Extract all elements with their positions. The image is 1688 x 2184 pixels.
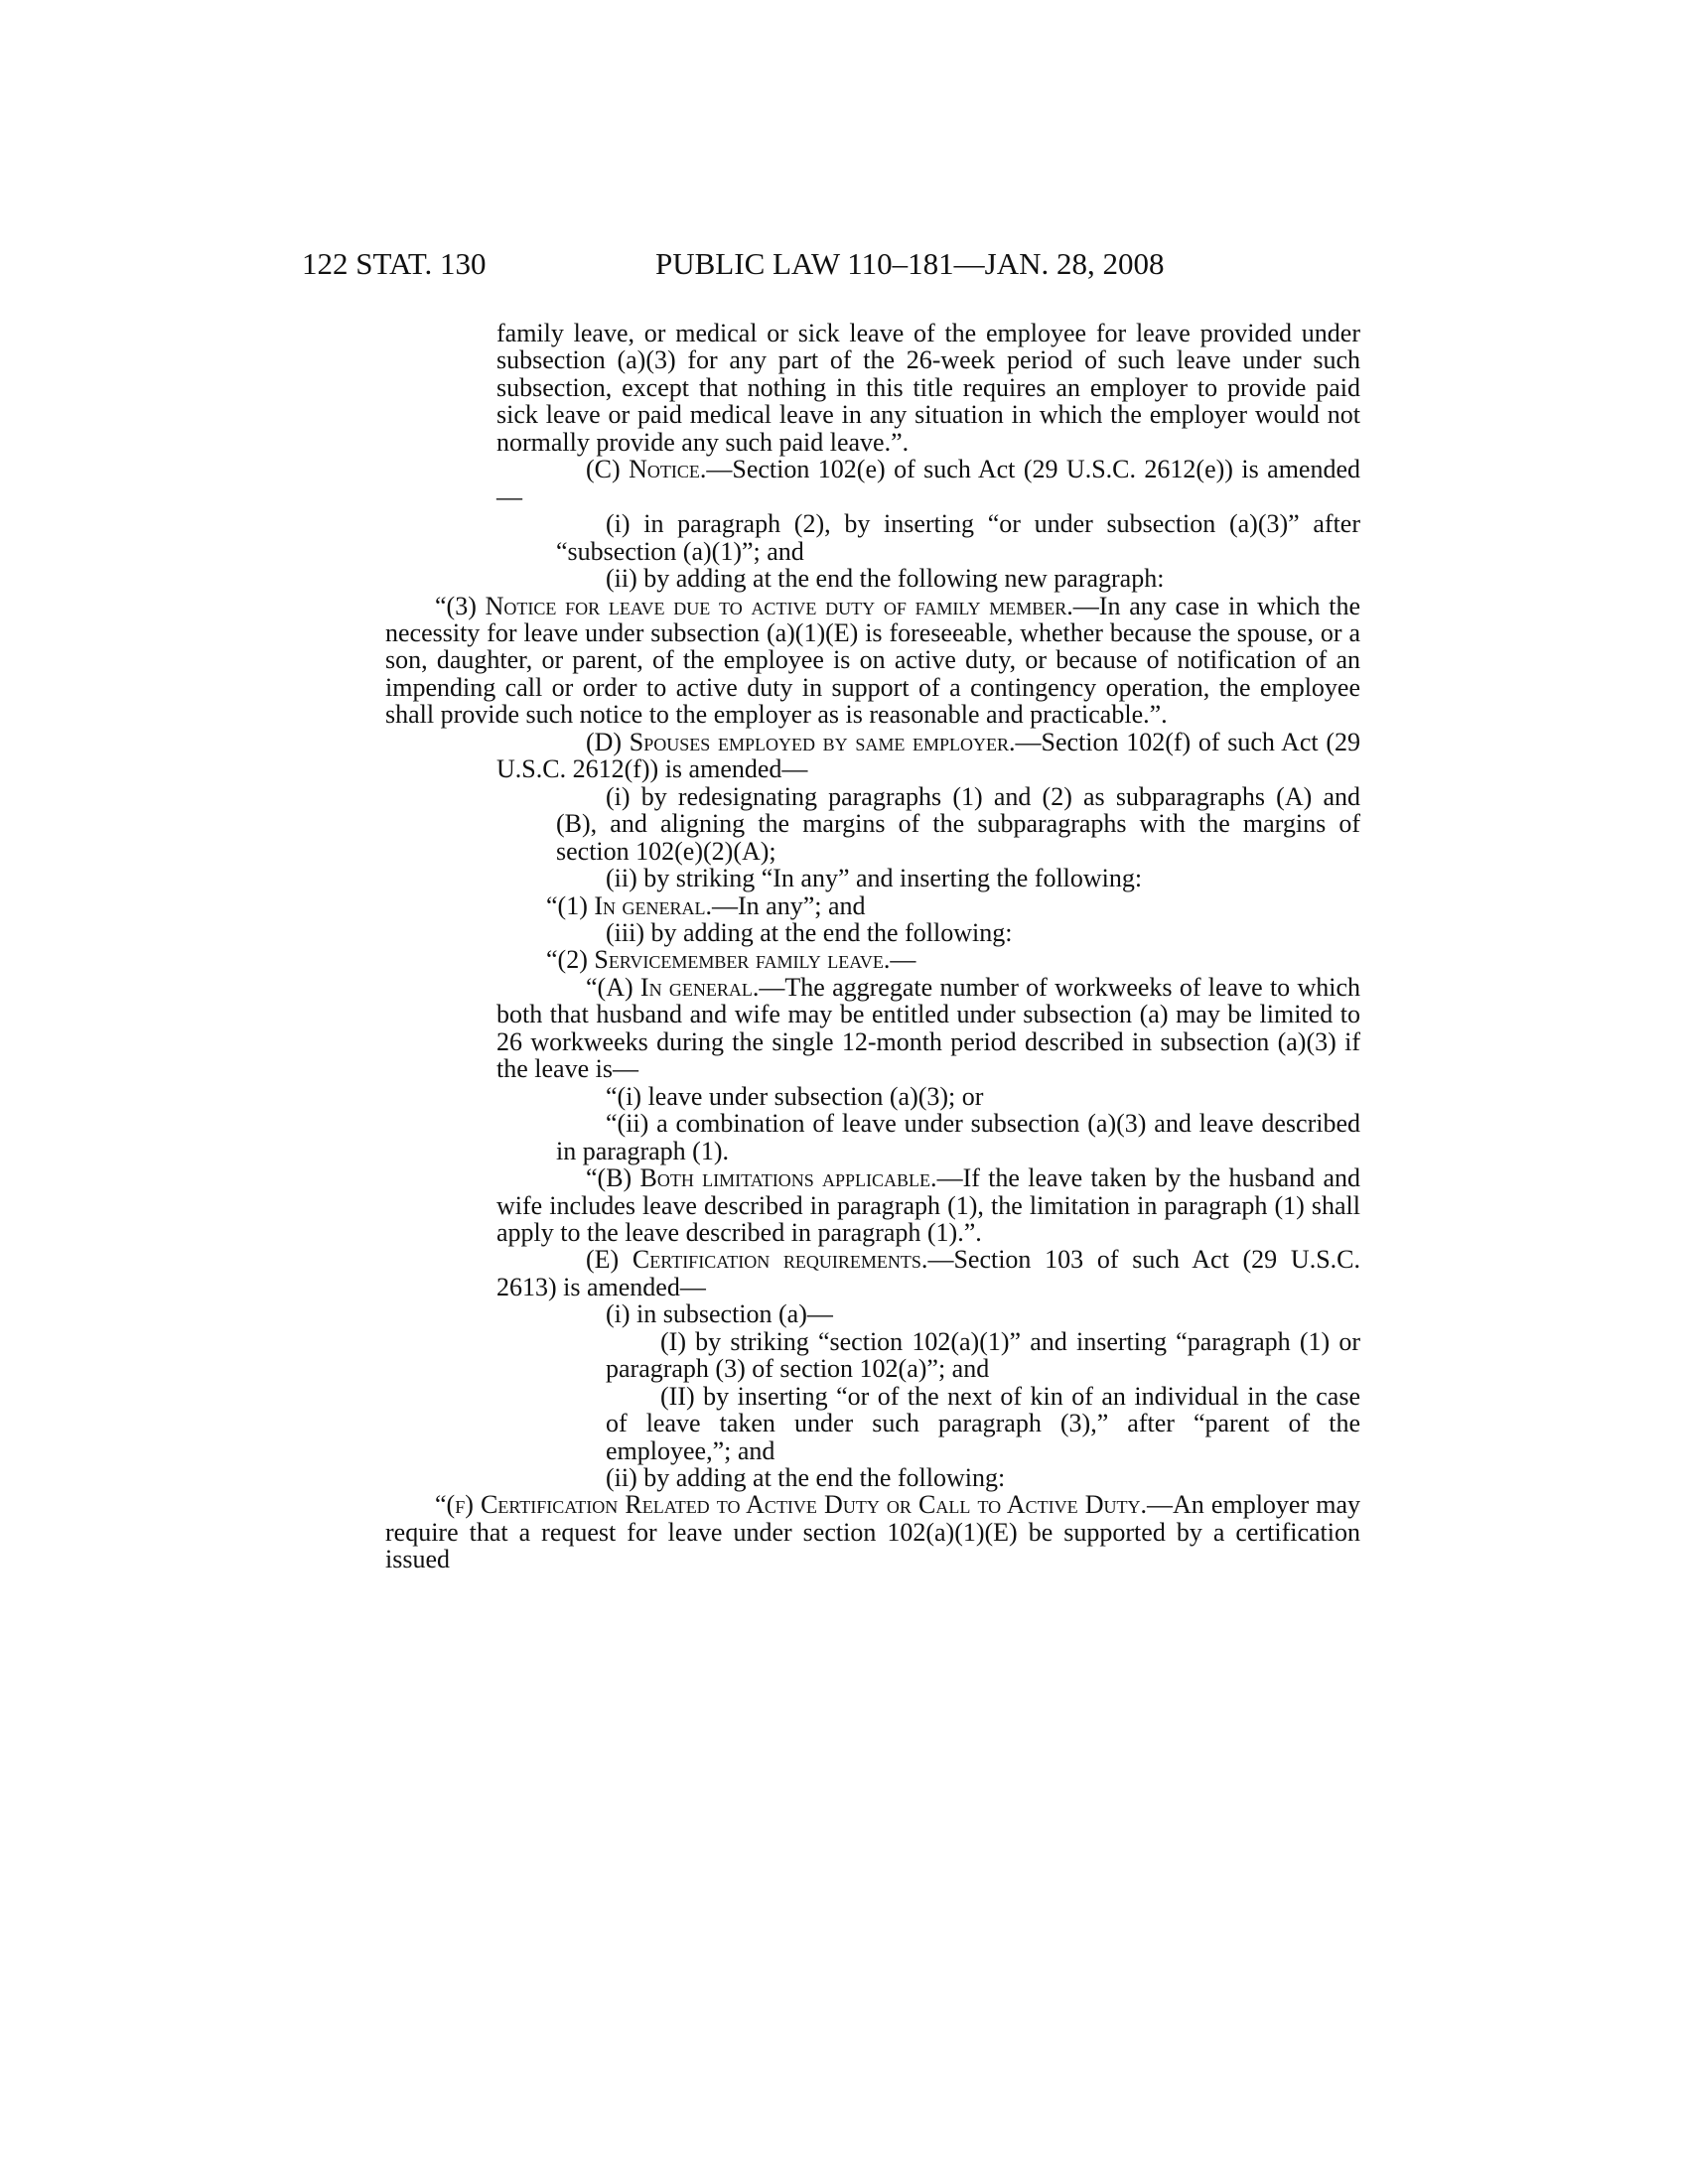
paragraph-heading: “(f) Certification Related to Active Duty or Call to Active Duty. <box>435 1490 1148 1520</box>
paragraph-text: —Section 102(e) of such Act (29 U.S.C. 2612(e)) is amended— <box>496 455 1361 511</box>
clause <box>556 865 1360 891</box>
paragraph <box>496 320 1360 456</box>
subclause <box>606 1383 1360 1464</box>
paragraph-heading: “(2) Servicemember family leave. <box>546 945 891 975</box>
paragraph-heading: “(B) Both limitations applicable. <box>586 1163 937 1193</box>
paragraph-text: —In any case in which the necessity for leave under subsection (a)(1)(E) is foreseeable, whether because the spouse, or a son, daughter, or parent, of the employee is on active duty, or because of notification of an impending call or order to active duty in support of a contingency operation, the employee shall provide such notice to the employer as is reasonable and practicable.”. <box>385 591 1360 730</box>
stat-citation: 122 STAT. 130 <box>302 246 487 281</box>
paragraph-heading: (C) Notice. <box>586 455 707 484</box>
paragraph-text: (ii) by adding at the end the following: <box>606 1463 1006 1493</box>
paragraph-text: —Section 102(f) of such Act (29 U.S.C. 2612(f)) is amended— <box>496 727 1360 784</box>
paragraph-text: —In any”; and <box>712 890 866 920</box>
statute-body <box>385 319 1361 1574</box>
paragraph-text: (ii) by striking “In any” and inserting the following: <box>606 864 1143 893</box>
clause <box>556 510 1360 565</box>
paragraph-heading: “(3) Notice for leave due to active duty of family member. <box>435 591 1073 620</box>
paragraph-text: (II) by inserting “or of the next of kin of an individual in the case of leave taken under such paragraph (3),” after “parent of the employee,”; and <box>606 1381 1360 1465</box>
paragraph-text: (ii) by adding at the end the following new paragraph: <box>606 564 1165 594</box>
paragraph-text: (i) in paragraph (2), by inserting “or under subsection (a)(3)” after “subsection (a)(1)”; and <box>556 509 1360 566</box>
clause <box>556 1300 1360 1327</box>
paragraph-2-servicemember-leave <box>496 946 1360 973</box>
clause <box>556 565 1360 592</box>
paragraph-text: —The aggregate number of workweeks of leave to which both that husband and wife may be entitled under subsection (a) may be limited to 26 workweeks during the single 12-month period described in subsection (a)(3) if the leave is— <box>496 972 1361 1084</box>
paragraph-text: “(i) leave under subsection (a)(3); or <box>606 1081 984 1111</box>
paragraph-text: family leave, or medical or sick leave of the employee for leave provided under subsection (a)(3) for any part of the 26-week period of such leave under such subsection, except that nothing in this title requires an employer to provide paid sick leave or paid medical leave in any situation in which the employer would not normally provide any such paid leave.”. <box>496 319 1360 457</box>
paragraph-text: (i) by redesignating paragraphs (1) and (2) as subparagraphs (A) and (B), and aligning the margins of the subparagraphs with the margins of section 102(e)(2)(A); <box>556 781 1360 866</box>
paragraph-e-certification <box>496 1246 1360 1300</box>
paragraph-text: —Section 103 of such Act (29 U.S.C. 2613) is amended— <box>496 1245 1361 1301</box>
clause <box>556 783 1360 865</box>
paragraph-1-in-general <box>496 892 1360 919</box>
paragraph-text: (iii) by adding at the end the following: <box>606 917 1013 947</box>
paragraph-d-spouses <box>496 729 1360 783</box>
paragraph-text: — <box>890 945 916 975</box>
subsection-f-certification <box>385 1491 1360 1572</box>
paragraph-heading: “(1) In general. <box>546 890 713 920</box>
subclause <box>606 1328 1360 1383</box>
paragraph-heading: (E) Certification requirements. <box>586 1245 928 1275</box>
paragraph-text: (i) in subsection (a)— <box>606 1299 833 1329</box>
paragraph-c-notice <box>496 456 1360 510</box>
clause <box>556 1464 1360 1491</box>
paragraph-text: (I) by striking “section 102(a)(1)” and inserting “paragraph (1) or paragraph (3) of section 102(a)”; and <box>606 1326 1360 1384</box>
paragraph-heading: “(A) In general. <box>586 972 760 1002</box>
paragraph-heading: (D) Spouses employed by same employer. <box>586 727 1016 756</box>
running-head: PUBLIC LAW 110–181—JAN. 28, 2008 <box>655 246 1165 281</box>
clause <box>556 1110 1360 1164</box>
paragraph-text: “(ii) a combination of leave under subsection (a)(3) and leave described in paragraph (1). <box>556 1109 1360 1165</box>
paragraph-text: —If the leave taken by the husband and wife includes leave described in paragraph (1), the limitation in paragraph (1) shall apply to the leave described in paragraph (1).”. <box>496 1163 1360 1247</box>
paragraph-3-notice-for-leave <box>385 593 1360 729</box>
page-header <box>0 246 1688 286</box>
subparagraph-a-in-general <box>496 974 1360 1083</box>
paragraph-text: —An employer may require that a request for leave under section 102(a)(1)(E) be supported by a certification issued <box>385 1490 1360 1574</box>
clause <box>556 1083 1360 1110</box>
subparagraph-b-both-limitations <box>496 1164 1360 1246</box>
clause <box>556 919 1360 946</box>
